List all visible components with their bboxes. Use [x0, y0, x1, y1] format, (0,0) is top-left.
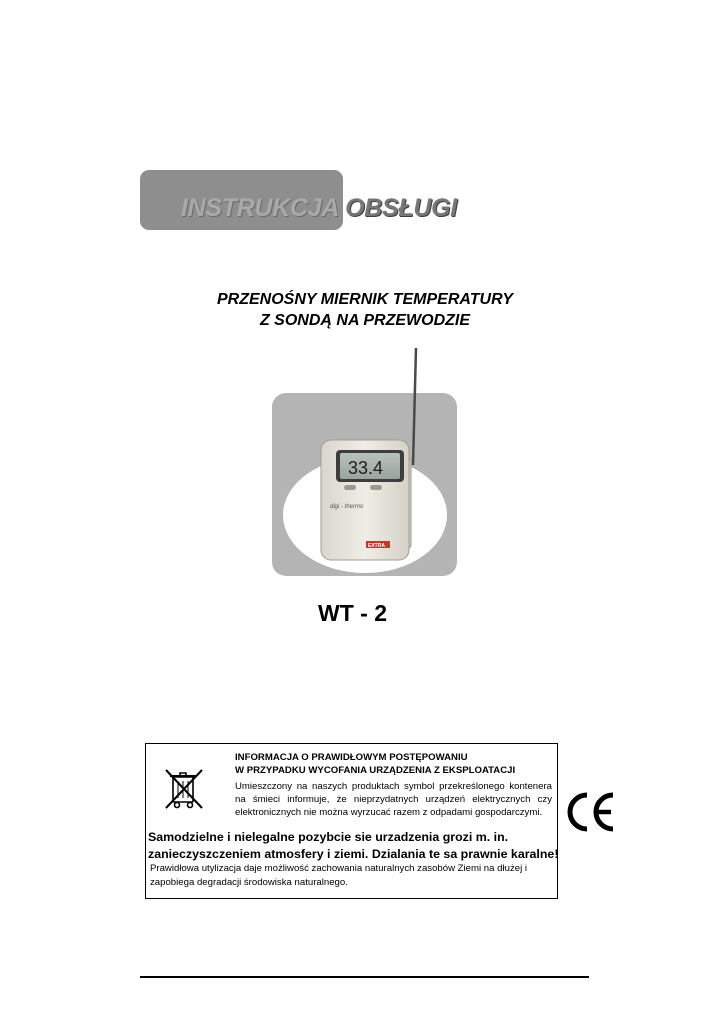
product-photo	[270, 340, 460, 580]
disposal-heading-line-1: INFORMACJA O PRAWIDŁOWYM POSTĘPOWANIU	[235, 752, 468, 763]
button-right	[370, 485, 382, 490]
disposal-warning	[148, 829, 558, 863]
bottom-divider	[140, 976, 589, 978]
title-word-instrukcja: INSTRUKCJA	[181, 194, 340, 222]
product-subtitle	[0, 289, 724, 331]
disposal-footer-note: Prawidłowa utylizacja daje możliwość zachowania naturalnych zasobów Ziemi na dłużej i zapobiega degradacji środowiska naturalnego.	[150, 863, 527, 888]
disposal-body: Umieszczony na naszych produktach symbol przekreślonego kontenera na śmieci informuje, że nieprzydatnych urządzeń elektrycznych czy elektronicznych nie można wyrzucać razem z odpadami gospodarczymi.	[235, 781, 552, 818]
title-word-obslugi: OBSŁUGI	[345, 194, 457, 222]
subtitle-line-2: Z SONDĄ NA PRZEWODZIE	[259, 312, 471, 329]
crossed-out-bin-icon	[163, 766, 205, 812]
subtitle-line-1: PRZENOŚNY MIERNIK TEMPERATURY	[216, 291, 514, 308]
warning-line-2: zanieczyszczeniem atmosfery i ziemi. Dzialania te sa prawnie karalne!	[148, 847, 559, 861]
disposal-heading	[235, 751, 515, 777]
document-title	[181, 193, 457, 223]
lcd-reading: 33.4	[348, 458, 384, 478]
disposal-heading-line-2: W PRZYPADKU WYCOFANIA URZĄDZENIA Z EKSPLOATACJI	[235, 765, 516, 776]
logo-label: EXTRA	[368, 543, 385, 549]
model-number: WT - 2	[318, 600, 387, 626]
warning-line-1: Samodzielne i nielegalne pozybcie sie urzadzenia grozi m. in.	[148, 830, 509, 844]
ce-mark-icon	[563, 789, 617, 835]
button-left	[344, 485, 356, 490]
brand-label: digi - thermo	[330, 504, 364, 510]
